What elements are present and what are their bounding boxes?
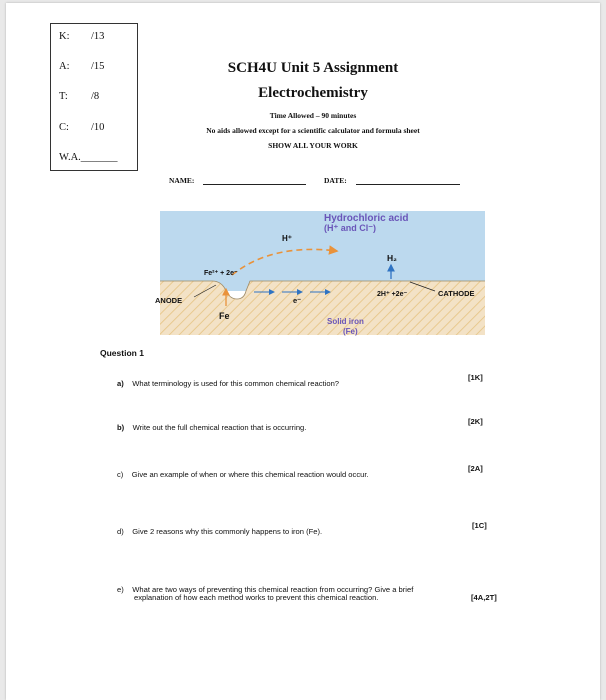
electron-label: e⁻	[293, 296, 302, 305]
acid-solution	[160, 211, 485, 291]
question-a-mark: [1K]	[468, 373, 483, 382]
show-work-notice: SHOW ALL YOUR WORK	[268, 141, 358, 150]
corrosion-diagram	[142, 203, 487, 339]
solid-iron-symbol: (Fe)	[343, 327, 358, 336]
question-b-mark: [2K]	[468, 417, 483, 426]
name-label: NAME:	[169, 176, 195, 185]
date-field[interactable]	[356, 184, 460, 185]
anode-label: ANODE	[155, 296, 183, 305]
name-field[interactable]	[203, 184, 306, 185]
solid-iron-label: Solid iron	[327, 317, 364, 326]
question-d: d) Give 2 reasons why this commonly happens to iron (Fe).	[117, 527, 323, 536]
question-c-mark: [2A]	[468, 464, 483, 473]
hcl-label: Hydrochloric acid	[324, 213, 409, 224]
assignment-title: SCH4U Unit 5 Assignment	[227, 60, 399, 76]
marks-box: K: /13 A: /15 T: /8 C: /10 W.A._______	[50, 23, 138, 171]
question-a: a) What terminology is used for this common chemical reaction?	[117, 379, 340, 388]
fe-label: Fe	[219, 311, 230, 321]
hcl-ions-label: (H⁺ and Cl⁻)	[324, 223, 376, 233]
question-e-mark: [4A,2T]	[471, 593, 497, 602]
cathode-label: CATHODE	[438, 289, 475, 298]
aids-notice: No aids allowed except for a scientific calculator and formula sheet	[206, 126, 420, 135]
cathode-reaction-label: 2H⁺ +2e⁻	[377, 291, 408, 298]
question-e: e) What are two ways of preventing this chemical reaction from occurring? Give a brief	[117, 585, 414, 594]
worksheet-page	[6, 3, 600, 700]
topic-title: Electrochemistry	[258, 85, 368, 101]
h-plus-label: H⁺	[282, 234, 292, 243]
question-heading: Question 1	[100, 348, 144, 358]
h2-label: H₂	[387, 253, 397, 263]
time-allowed: Time Allowed – 90 minutes	[269, 111, 357, 120]
date-label: DATE:	[324, 176, 347, 185]
question-c: c) Give an example of when or where this chemical reaction would occur.	[117, 470, 369, 479]
question-d-mark: [1C]	[472, 521, 487, 530]
question-e-line2: explanation of how each method works to prevent this chemical reaction.	[134, 593, 379, 602]
fe-ion-label: Fe²⁺ + 2e⁻	[204, 270, 238, 277]
mark-row-wa: W.A._______	[59, 152, 118, 163]
question-b: b) Write out the full chemical reaction that is occurring.	[117, 423, 307, 432]
